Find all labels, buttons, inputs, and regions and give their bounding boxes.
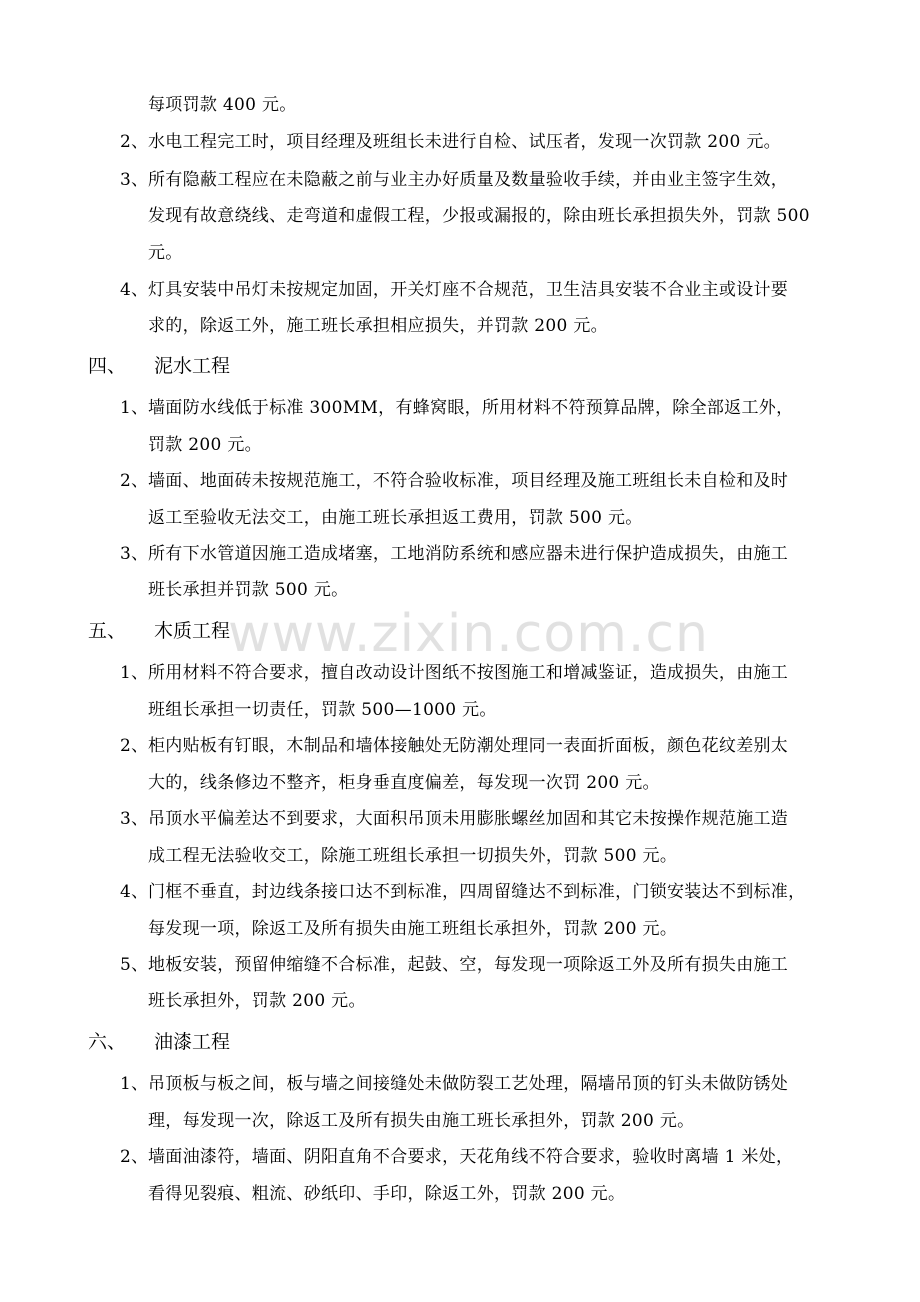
paragraph-line: 罚款 200 元。 [148,435,262,455]
item-number: 2、 [120,132,149,152]
section-title: 泥水工程 [154,355,231,377]
paragraph-line: 每发现一项，除返工及所有损失由施工班组长承担外，罚款 200 元。 [148,919,678,939]
paragraph-line: 发现有故意绕线、走弯道和虚假工程，少报或漏报的，除由班长承担损失外，罚款 500 [148,206,810,226]
paragraph-line: 元。 [148,243,183,263]
paragraph-line: 水电工程完工时，项目经理及班组长未进行自检、试压者，发现一次罚款 200 元。 [148,132,781,152]
paragraph-line: 灯具安装中吊灯未按规定加固，开关灯座不合规范，卫生洁具安装不合业主或设计要 [148,280,789,300]
item-number: 5、 [120,955,149,975]
item-number: 3、 [120,809,149,829]
paragraph-line: 理，每发现一次，除返工及所有损失由施工班长承担外，罚款 200 元。 [148,1111,695,1131]
paragraph-line: 所有隐蔽工程应在未隐蔽之前与业主办好质量及数量验收手续，并由业主签字生效， [148,170,789,190]
paragraph-line: 班长承担并罚款 500 元。 [148,580,349,600]
item-number: 1、 [120,1074,149,1094]
item-number: 2、 [120,736,149,756]
section-title: 木质工程 [154,620,231,642]
section-number: 五、 [88,620,127,642]
paragraph-line: 柜内贴板有钉眼，木制品和墙体接触处无防潮处理同一表面折面板，颜色花纹差别太 [148,736,789,756]
paragraph-line: 班长承担外，罚款 200 元。 [148,991,366,1011]
paragraph-line: 每项罚款 400 元。 [148,95,297,115]
paragraph-line: 门框不垂直，封边线条接口达不到标准，四周留缝达不到标准，门锁安装达不到标准， [148,882,806,902]
paragraph-line: 地板安装，预留伸缩缝不合标准，起鼓、空，每发现一项除返工外及所有损失由施工 [148,955,789,975]
section-heading [88,1029,230,1055]
section-heading [88,353,230,379]
item-number: 3、 [120,544,149,564]
paragraph-line: 大的，线条修边不整齐，柜身垂直度偏差，每发现一次罚 200 元。 [148,773,660,793]
item-number: 1、 [120,663,149,683]
paragraph-line: 成工程无法验收交工，除施工班组长承担一切损失外，罚款 500 元。 [148,846,678,866]
item-number: 2、 [120,471,149,491]
section-heading [88,618,230,644]
watermark: www.zixin.com.cn [228,604,709,664]
paragraph-line: 班组长承担一切责任，罚款 500—1000 元。 [148,700,497,720]
item-number: 4、 [120,280,149,300]
paragraph-line: 求的，除返工外，施工班长承担相应损失，并罚款 200 元。 [148,316,608,336]
paragraph-line: 墙面油漆符，墙面、阴阳直角不合要求，天花角线不符合要求，验收时离墙 1 米处， [148,1147,794,1167]
item-number: 2、 [120,1147,149,1167]
item-number: 3、 [120,170,149,190]
item-number: 1、 [120,398,149,418]
paragraph-line: 墙面、地面砖未按规范施工，不符合验收标准，项目经理及施工班组长未自检和及时 [148,471,789,491]
paragraph-line: 墙面防水线低于标准 300MM，有蜂窝眼，所用材料不符预算品牌，除全部返工外， [148,398,794,418]
paragraph-line: 吊顶板与板之间，板与墙之间接缝处未做防裂工艺处理，隔墙吊顶的钉头未做防锈处 [148,1074,789,1094]
paragraph-line: 所有下水管道因施工造成堵塞，工地消防系统和感应器未进行保护造成损失，由施工 [148,544,789,564]
item-number: 4、 [120,882,149,902]
section-number: 四、 [88,355,127,377]
paragraph-line: 返工至验收无法交工，由施工班长承担返工费用，罚款 500 元。 [148,508,643,528]
paragraph-line: 吊顶水平偏差达不到要求，大面积吊顶未用膨胀螺丝加固和其它未按操作规范施工造 [148,809,789,829]
section-title: 油漆工程 [154,1031,231,1053]
paragraph-line: 所用材料不符合要求，擅自改动设计图纸不按图施工和增减鉴证，造成损失，由施工 [148,663,789,683]
paragraph-line: 看得见裂痕、粗流、砂纸印、手印，除返工外，罚款 200 元。 [148,1184,626,1204]
section-number: 六、 [88,1031,127,1053]
